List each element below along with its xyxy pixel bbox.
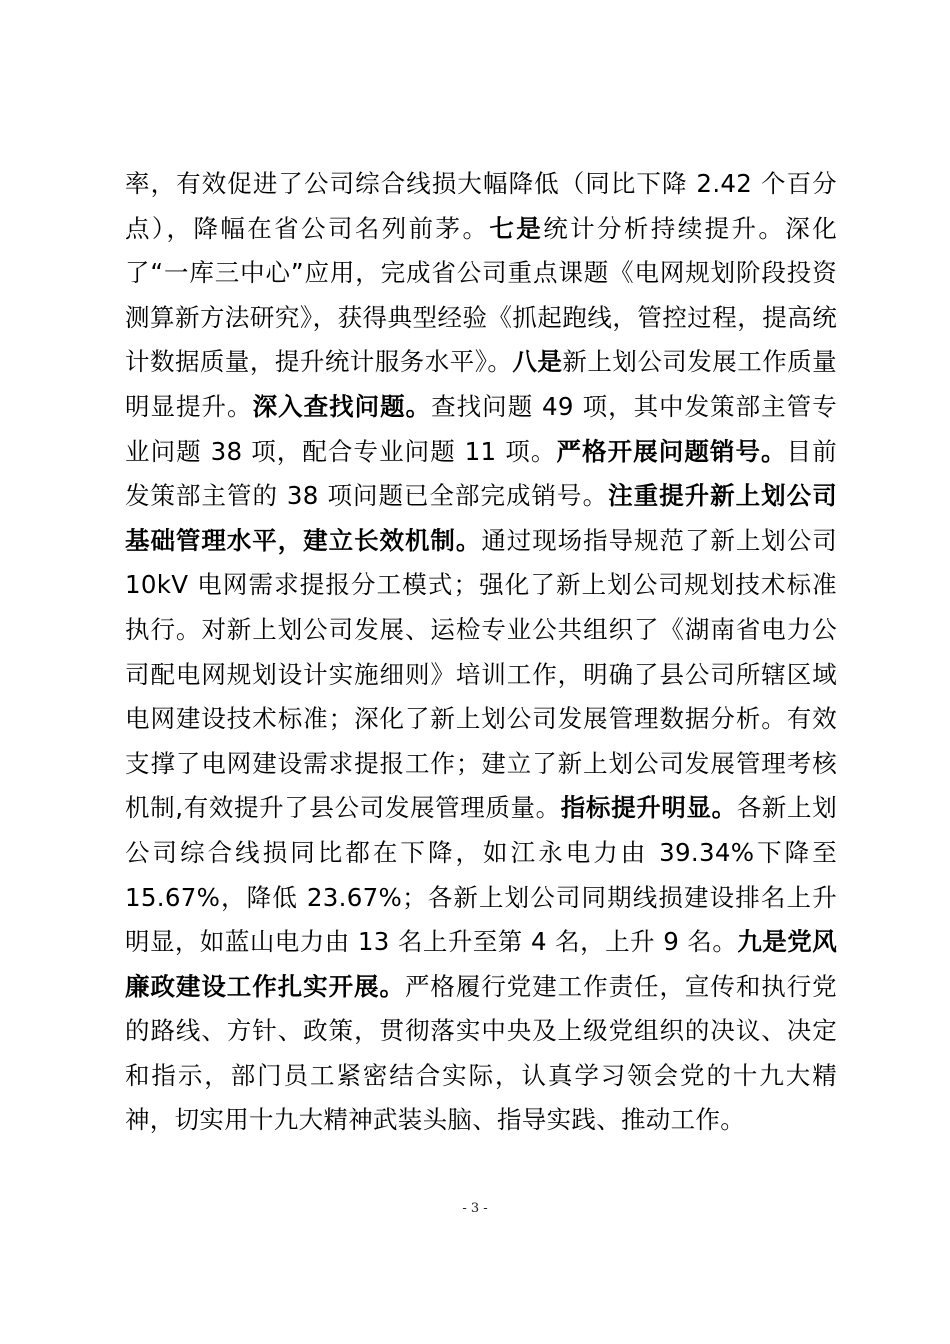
text-segment: 各新上划公司综合线损同比都在下降，如江永电力由 39.34%下降至 15.67%，降低 23.67%；各新上划公司同期线损建设排名上升明显，如蓝山电力由 13 名上升至第 4 名，上升 9 名。 — [125, 793, 837, 957]
bold-segment: 深入查找问题。 — [252, 391, 432, 421]
text-segment: 查找问题 49 项，其中发策部主管专业问题 38 项，配合专业问题 11 项。 — [125, 391, 837, 466]
bold-segment: 八是 — [512, 347, 563, 377]
body-paragraph — [125, 162, 837, 1143]
bold-segment: 七是 — [489, 213, 544, 243]
text-segment: 严格履行党建工作责任，宣传和执行党的路线、方针、政策，贯彻落实中央及上级党组织的决议、决定和指示，部门员工紧密结合实际，认真学习领会党的十九大精神，切实用十九大精神武装头脑、指导实践、推动工作。 — [125, 971, 837, 1135]
bold-segment: 指标提升明显。 — [560, 793, 737, 823]
page-number: - 3 - — [462, 1201, 488, 1216]
text-segment: 统计分析持续提升。深化了“一库三中心”应用，完成省公司重点课题《电网规划阶段投资测算新方法研究》，获得典型经验《抓起跑线，管控过程，提高统计数据质量，提升统计服务水平》。 — [125, 213, 837, 377]
bold-segment: 严格开展问题销号。 — [556, 436, 787, 466]
bold-segment: 注重提升新上划公司基础管理水平，建立长效机制。 — [125, 481, 837, 555]
text-segment: 率，有效促进了公司综合线损大幅降低（同比下降 2.42 个百分点），降幅在省公司名列前茅。 — [125, 169, 837, 243]
text-segment: 通过现场指导规范了新上划公司 10kV 电网需求提报分工模式；强化了新上划公司规划技术标准执行。对新上划公司发展、运检专业公共组织了《湖南省电力公司配电网规划设计实施细则》培训工作，明确了县公司所辖区域电网建设技术标准；深化了新上划公司发展管理数据分析。有效支撑了电网建设需求提报工作；建立了新上划公司发展管理考核机制,有效提升了县公司发展管理质量。 — [125, 525, 837, 823]
bold-segment: 九是党风廉政建设工作扎实开展。 — [125, 927, 838, 1001]
text-segment: 目前发策部主管的 38 项问题已全部完成销号。 — [125, 436, 837, 511]
text-segment: 新上划公司发展工作质量明显提升。 — [125, 347, 837, 421]
